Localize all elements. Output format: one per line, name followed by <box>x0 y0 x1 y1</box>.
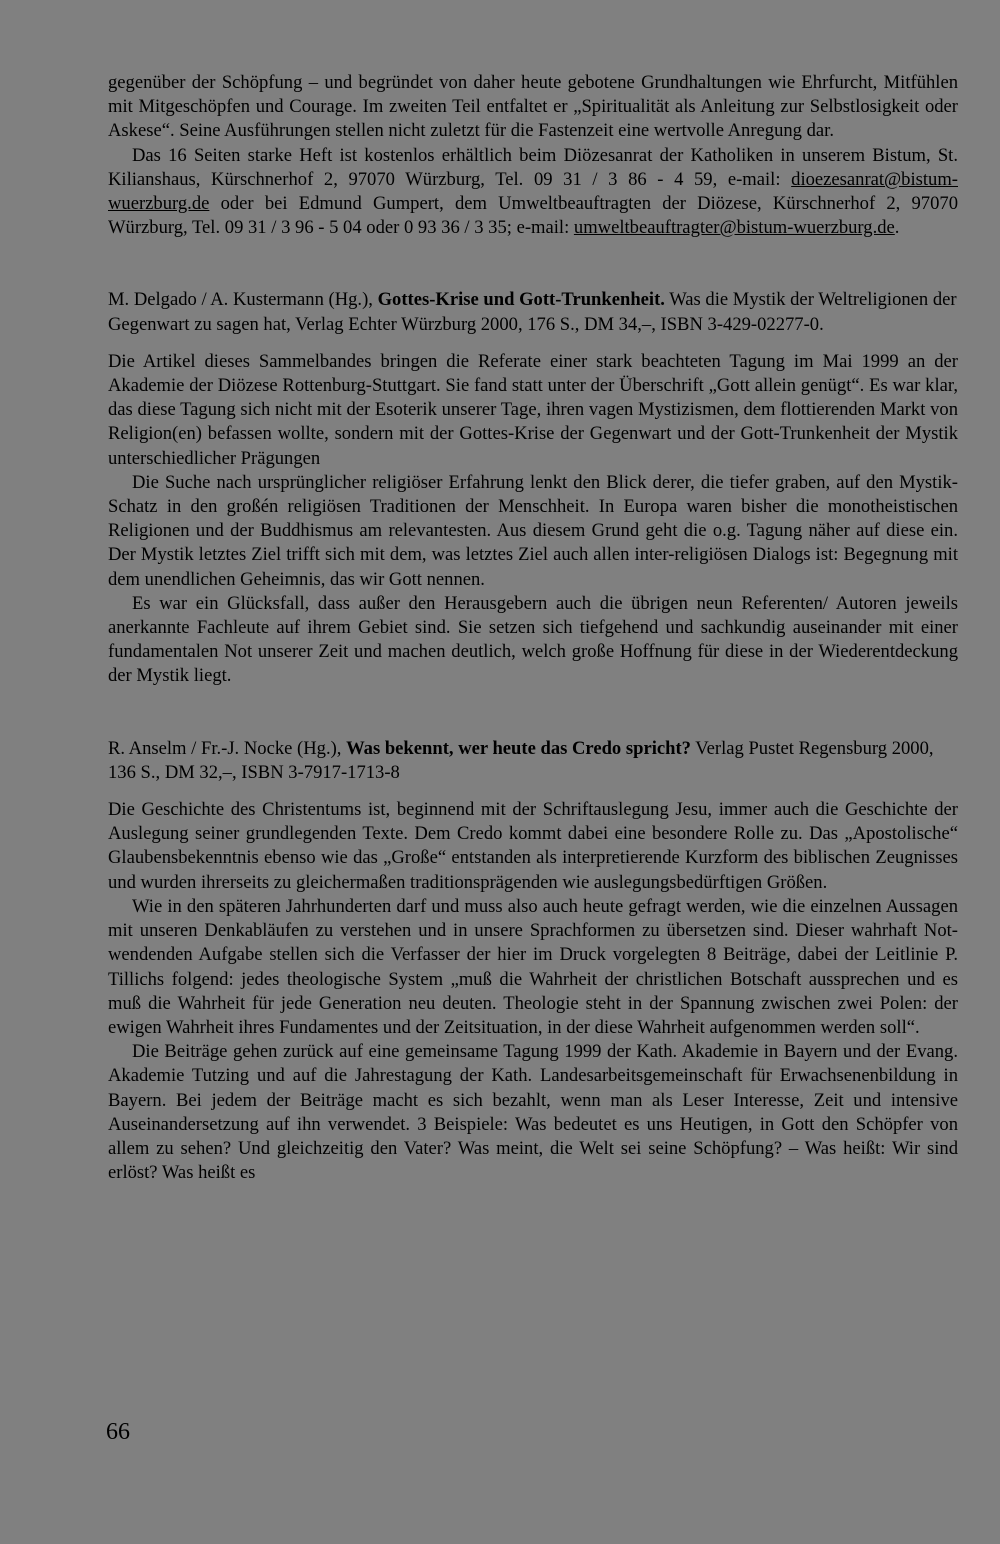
review-1-authors: M. Delgado / A. Kustermann (Hg.), <box>108 289 378 311</box>
email-link-dioezesanrat[interactable]: dioezesanrat@bistum-wuerzburg.de <box>108 168 958 215</box>
intro-paragraph-2 <box>108 144 958 241</box>
review-2-paragraph-3: Die Beiträge gehen zurück auf eine gemeinsame Tagung 1999 der Kath. Akademie in Bayern und der Evang. Akademie Tutzing und auf die Jahrestagung der Kath. Landesarbeitsgemeinschaft für Erwachsenenbildung in Bayern. Bei jedem der Beiträge macht es sich bezahlt, wenn man als Leser Interesse, Zeit und intensive Auseinandersetzung auf ihn verwendet. 3 Beispiele: Was bedeutet es uns Heutigen, in Gott den Schöpfer von allem zu sehen? Und gleichzeitig den Vater? Was meint, die Welt sei seine Schöpfung? – Was heißt: Wir sind erlöst? Was heißt es <box>108 1041 958 1184</box>
review-2-paragraph-1: Die Geschichte des Christentums ist, beginnend mit der Schriftauslegung Jesu, immer auch die Geschichte der Auslegung seiner grundlegenden Texte. Dem Credo kommt dabei eine besondere Rolle zu. Das „Apostolische“ Glaubensbekenntnis ebenso wie das „Große“ entstanden als interpretierende Kurzform des biblischen Zeugnisses und wurden ihrerseits zu gleichermaßen traditionsprägenden wie auslegungsbedürftigen Größen. <box>108 799 958 893</box>
review-1-paragraph-1: Die Artikel dieses Sammelbandes bringen die Referate einer stark beachteten Tagung im Mai 1999 an der Akademie der Diözese Rottenburg-Stuttgart. Sie fand statt unter der Überschrift „Gott allein genügt“. Es war klar, das diese Tagung sich nicht mit der Esoterik unserer Tage, ihren vagen Mystizismen, dem flottierenden Markt von Religion(en) befassen wollte, sondern mit der Gottes-Krise der Gegenwart und der Gott-Trunkenheit der Mystik unterschiedlicher Prägungen <box>108 350 958 469</box>
review-1-details: Was die Mystik der Weltreligionen der Gegenwart zu sagen hat, Verlag Echter Würzburg 2000, 176 S., DM 34,–, ISBN 3-429-02277-0. <box>108 289 957 335</box>
citation-spacer <box>108 337 958 350</box>
review-1-title: Gottes-Krise und Gott-Trunkenheit. <box>377 289 665 311</box>
review-2-authors: R. Anselm / Fr.-J. Nocke (Hg.), <box>108 737 347 759</box>
review-2-citation <box>108 737 958 785</box>
review-2-title: Was bekennt, wer heute das Credo spricht? <box>346 737 691 759</box>
review-2-details: Verlag Pustet Regensburg 2000, 136 S., DM 32,–, ISBN 3-7917-1713-8 <box>108 737 934 783</box>
email-link-umweltbeauftragter[interactable]: umweltbeauftragter@bistum-wuerzburg.de <box>573 217 895 239</box>
review-1-citation <box>108 288 958 336</box>
intro-paragraph-2-text-c: . <box>894 217 900 239</box>
section-spacer <box>108 240 958 288</box>
page-body <box>108 71 958 1185</box>
section-spacer <box>108 689 958 737</box>
page-number: 66 <box>106 1419 130 1445</box>
intro-paragraph-2-text-b: oder bei Edmund Gumpert, dem Umweltbeauftragten der Diözese, Kürschnerhof 2, 97070 Würzburg, Tel. 09 31 / 3 96 - 5 04 oder 0 93 36 / 3 35; e-mail: <box>108 193 958 239</box>
review-1-paragraph-3: Es war ein Glücksfall, dass außer den Herausgebern auch die übrigen neun Referenten/ Autoren jeweils anerkannte Fachleute auf ihrem Gebiet sind. Sie setzen sich tiefgehend und sachkundig auseinander mit einer fundamentalen Not unserer Zeit und machen deutlich, welch große Hoffnung für diese in der Wiederentdeckung der Mystik liegt. <box>108 592 958 687</box>
review-2-paragraph-2: Wie in den späteren Jahrhunderten darf und muss also auch heute gefragt werden, wie die einzelnen Aussagen mit unseren Denkabläufen zu verstehen und in unsere Sprachformen zu übersetzen sind. Dieser wahrhaft Not-wendenden Aufgabe stellen sich die Verfasser der hier im Druck vorgelegten 8 Beiträge, dabei der Leitlinie P. Tillichs folgend: jedes theologische System „muß die Wahrheit der christlichen Botschaft aussprechen und es muß die Wahrheit für jede Generation neu deuten. Theologie steht in der Spannung zwischen zwei Polen: der ewigen Wahrheit ihres Fundamentes und der Zeitsituation, in der diese Wahrheit aufgenommen werden soll“. <box>108 895 958 1038</box>
review-1-paragraph-2: Die Suche nach ursprünglicher religiöser Erfahrung lenkt den Blick derer, die tiefer graben, auf den Mystik-Schatz in den großén religiösen Traditionen der Menschheit. In Europa waren bisher die monotheistischen Religionen und der Buddhismus am relevantesten. Aus diesem Grund geht die o.g. Tagung näher auf diese ein. Der Mystik letztes Ziel trifft sich mit dem, was letztes Ziel auch allen inter-religiösen Dialogs ist: Begegnung mit dem unendlichen Geheimnis, das wir Gott nennen. <box>108 471 958 590</box>
intro-paragraph-1: gegenüber der Schöpfung – und begründet von daher heute gebotene Grundhaltungen wie Ehrfurcht, Mitfühlen mit Mitgeschöpfen und Courage. Im zweiten Teil entfaltet er „Spiritualität als Anleitung zur Selbstlosigkeit oder Askese“. Seine Ausführungen stellen nicht zuletzt für die Fastenzeit eine wertvolle Anregung dar. <box>108 72 958 142</box>
citation-spacer <box>108 785 958 798</box>
intro-paragraph-2-text-a: Das 16 Seiten starke Heft ist kostenlos erhältlich beim Diözesanrat der Katholiken in unserem Bistum, St. Kilianshaus, Kürschnerhof 2, 97070 Würzburg, Tel. 09 31 / 3 86 - 4 59, e-mail: <box>108 144 958 190</box>
